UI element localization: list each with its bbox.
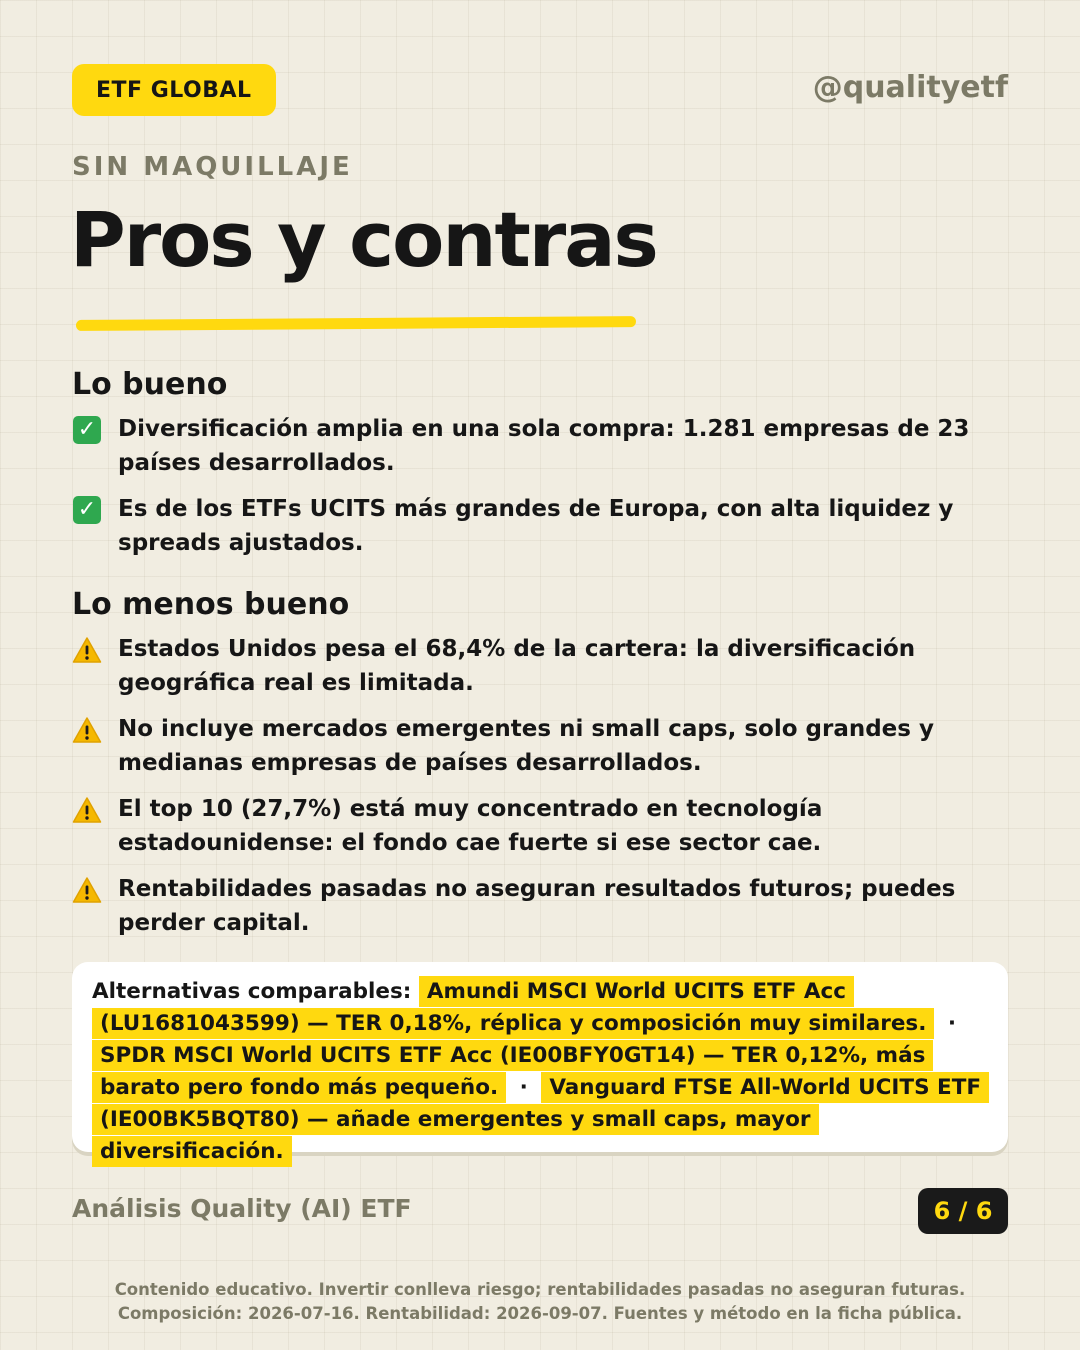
cons-title: Lo menos bueno [72,587,350,622]
footer-brand: Análisis Quality (AI) ETF [72,1194,412,1223]
pros-section [72,364,972,572]
list-item [72,712,972,780]
alternative-item: Amundi MSCI World UCITS ETF Acc (LU1681043599) — TER 0,18%, réplica y composición muy similares. [92,976,934,1039]
pro-text: Diversificación amplia en una sola compra: 1.281 empresas de 23 países desarrollados. [118,416,970,476]
list-item [72,632,972,700]
account-handle: @qualityetf [812,70,1008,105]
disclaimer [0,1278,1080,1326]
title-underline [76,316,636,331]
list-item [72,492,972,560]
check-icon: ✓ [72,415,102,445]
con-text: Rentabilidades pasadas no aseguran resultados futuros; puedes perder capital. [118,876,956,936]
pro-text: Es de los ETFs UCITS más grandes de Europa, con alta liquidez y spreads ajustados. [118,496,954,556]
warning-icon [72,795,102,825]
category-badge: ETF GLOBAL [72,64,276,116]
alternatives-label: Alternativas comparables: [92,979,412,1004]
page-indicator: 6 / 6 [918,1188,1008,1234]
separator-dot: · [947,1011,957,1036]
list-item [72,792,972,860]
disclaimer-line: Composición: 2026-07-16. Rentabilidad: 2026-09-07. Fuentes y método en la ficha pública. [117,1304,963,1323]
warning-icon [72,875,102,905]
alternative-item: Vanguard FTSE All-World UCITS ETF (IE00BK5BQT80) — añade emergentes y small caps, mayor diversificación. [92,1072,989,1167]
pros-title: Lo bueno [72,367,228,402]
alternatives-card [72,962,1008,1164]
disclaimer-line: Contenido educativo. Invertir conlleva riesgo; rentabilidades pasadas no aseguran futuras. [114,1280,966,1299]
warning-icon [72,715,102,745]
con-text: No incluye mercados emergentes ni small caps, solo grandes y medianas empresas de países desarrollados. [118,716,934,776]
warning-icon [72,635,102,665]
check-icon: ✓ [72,495,102,525]
con-text: El top 10 (27,7%) está muy concentrado en tecnología estadounidense: el fondo cae fuerte si ese sector cae. [118,796,823,856]
list-item [72,872,972,940]
alternative-item: SPDR MSCI World UCITS ETF Acc (IE00BFY0GT14) — TER 0,12%, más barato pero fondo más pequeño. [92,1040,933,1103]
list-item [72,412,972,480]
separator-dot: · [519,1075,528,1100]
cons-section [72,584,972,952]
kicker-label: SIN MAQUILLAJE [72,152,353,182]
con-text: Estados Unidos pesa el 68,4% de la cartera: la diversificación geográfica real es limitada. [118,636,916,696]
page-title: Pros y contras [70,195,657,284]
